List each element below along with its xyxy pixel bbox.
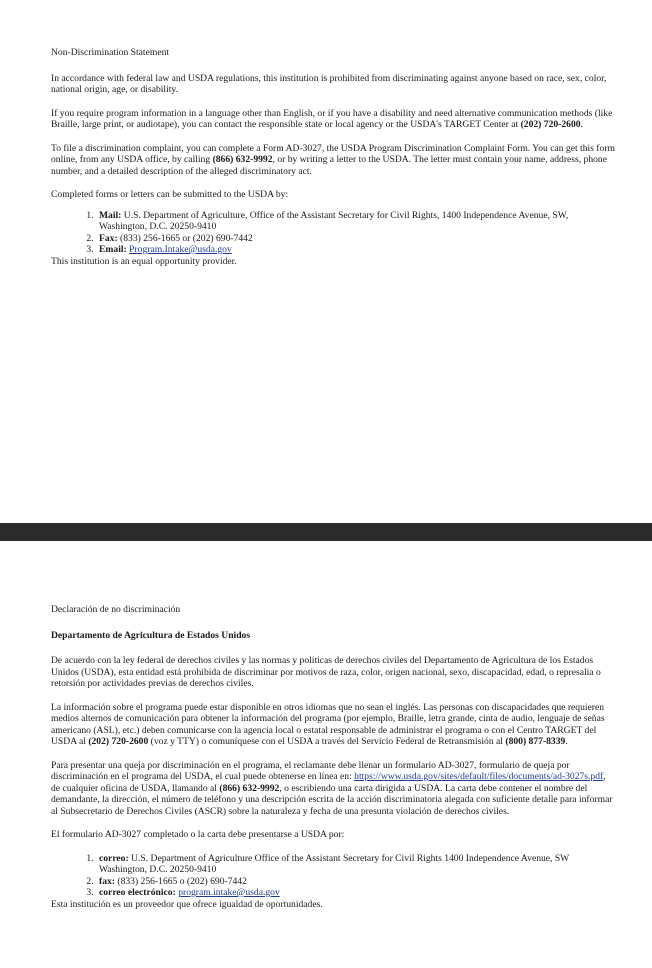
english-paragraph-1: In accordance with federal law and USDA regulations, this institution is prohibited from discriminating against anyone based on race, sex, color, national origin, age, or disability. xyxy=(51,72,607,95)
spanish-paragraph-4: El formulario AD-3027 completado o la carta debe presentarse a USDA por: xyxy=(51,829,345,840)
english-p3-text-b: , or by writing a letter to the USDA. The letter must contain your name, address, phone number, and a detailed description of the alleged discriminatory act. xyxy=(51,154,607,177)
english-paragraph-2 xyxy=(51,108,617,131)
spanish-submission-list xyxy=(51,853,617,899)
spanish-paragraph-3 xyxy=(51,760,617,818)
english-mail-label: Mail: xyxy=(99,209,122,221)
english-p2-end: . xyxy=(580,119,583,130)
spanish-p2-text-b: (voz y TTY) o comuníquese con el USDA a través del Servicio Federal de Retransmisión al xyxy=(148,736,506,747)
spanish-title: Declaración de no discriminación xyxy=(51,604,181,615)
spanish-list-item-fax xyxy=(96,876,617,888)
spanish-p3-text-c: , o escribiendo una carta dirigida a USDA. La carta debe contener el nombre del demandante, la dirección, el número de teléfono y una descripción escrita de la acción discriminatoria alegada con suficiente detalle para informar al Subsecretario de Derechos Civiles (ASCR) sobre la naturaleza y fecha de una presunta violación de derechos civiles. xyxy=(51,782,613,817)
english-mail-text: U.S. Department of Agriculture, Office of the Assistant Secretary for Civil Rights, 1400 Independence Avenue, SW, Washington, D.C. 20250-9410 xyxy=(99,209,569,232)
english-paragraph-3 xyxy=(51,143,617,178)
english-closing: This institution is an equal opportunity provider. xyxy=(51,255,237,267)
spanish-list-item-email xyxy=(96,887,617,899)
english-list-item-mail xyxy=(96,210,617,233)
english-p3-phone: (866) 632-9992 xyxy=(212,154,273,165)
english-content xyxy=(51,47,617,267)
english-email-link[interactable]: Program.Intake@usda.gov xyxy=(129,244,232,255)
spanish-paragraph-2 xyxy=(51,702,617,748)
english-submission-list xyxy=(51,210,617,256)
spanish-closing: Esta institución es un proveedor que ofrece igualdad de oportunidades. xyxy=(51,898,323,910)
spanish-email-label: correo electrónico: xyxy=(99,887,176,898)
english-p2-text: If you require program information in a language other than English, or if you have a disability and need alternative communication methods (like Braille, large print, or audiotape), you can contact the responsible state or local agency or the USDA's TARGET Center at xyxy=(51,107,613,130)
spanish-fax-label: fax: xyxy=(99,875,115,887)
spanish-p3-text-a: Para presentar una queja por discriminación en el programa, el reclamante debe llenar un formulario AD-3027, formulario de queja por discriminación en el programa del USDA, el cual puede obtenerse en línea en: xyxy=(51,759,570,782)
spanish-content xyxy=(51,604,617,910)
spanish-p2-phone-1: (202) 720-2600 xyxy=(88,736,149,747)
english-list-item-email xyxy=(96,244,617,256)
english-fax-text: (833) 256-1665 or (202) 690-7442 xyxy=(117,232,253,244)
english-fax-label: Fax: xyxy=(99,232,118,244)
spanish-form-link[interactable]: https://www.usda.gov/sites/default/files/documents/ad-3027s.pdf xyxy=(354,771,604,782)
spanish-subtitle: Departamento de Agricultura de Estados Unidos xyxy=(51,629,251,641)
spanish-email-link[interactable]: program.intake@usda.gov xyxy=(178,887,280,898)
english-list-item-fax xyxy=(96,233,617,245)
spanish-p2-phone-2: (800) 877-8339 xyxy=(505,736,566,747)
english-p3-text-a: To file a discrimination complaint, you can complete a Form AD-3027, the USDA Program Discrimination Complaint Form. You can get this form online, from any USDA office, by calling xyxy=(51,142,615,165)
spanish-list-item-mail xyxy=(96,853,617,876)
spanish-p2-text-a: La información sobre el programa puede estar disponible en otros idiomas que no sean el inglés. Las personas con discapacidades que requieren medios alternos de comunicación para obtener la información del programa (por ejemplo, Braille, letra grande, cinta de audio, lenguaje de señas americano (ASL), etc.) deben comunicarse con la agencia local o estatal responsable de administrar el programa o con el Centro TARGET del USDA al xyxy=(51,701,605,747)
spanish-mail-text: U.S. Department of Agriculture Office of the Assistant Secretary for Civil Rights 1400 Independence Avenue, SW Washington, D.C. 20250-9410 xyxy=(99,852,570,875)
english-p2-phone: (202) 720-2600 xyxy=(520,119,581,130)
english-title: Non-Discrimination Statement xyxy=(51,47,170,58)
spanish-p2-end: . xyxy=(565,736,568,747)
page-divider xyxy=(0,523,652,541)
spanish-fax-text: (833) 256-1665 o (202) 690-7442 xyxy=(114,875,247,887)
spanish-p3-text-b: , de cualquier oficina de USDA, llamando al xyxy=(51,771,606,794)
spanish-paragraph-1: De acuerdo con la ley federal de derechos civiles y las normas y políticas de derechos civiles del Departamento de Agricultura de los Estados Unidos (USDA), esta entidad está prohibida de discriminar por motivos de raza, color, origen nacional, sexo, discapacidad, edad, o represalia o retorsión por actividades previas de derechos civiles. xyxy=(51,655,601,689)
spanish-p3-phone: (866) 632-9992 xyxy=(219,782,280,794)
english-email-label: Email: xyxy=(99,244,127,255)
english-paragraph-4: Completed forms or letters can be submitted to the USDA by: xyxy=(51,189,289,200)
spanish-page xyxy=(0,541,652,968)
spanish-mail-label: correo: xyxy=(99,852,129,864)
